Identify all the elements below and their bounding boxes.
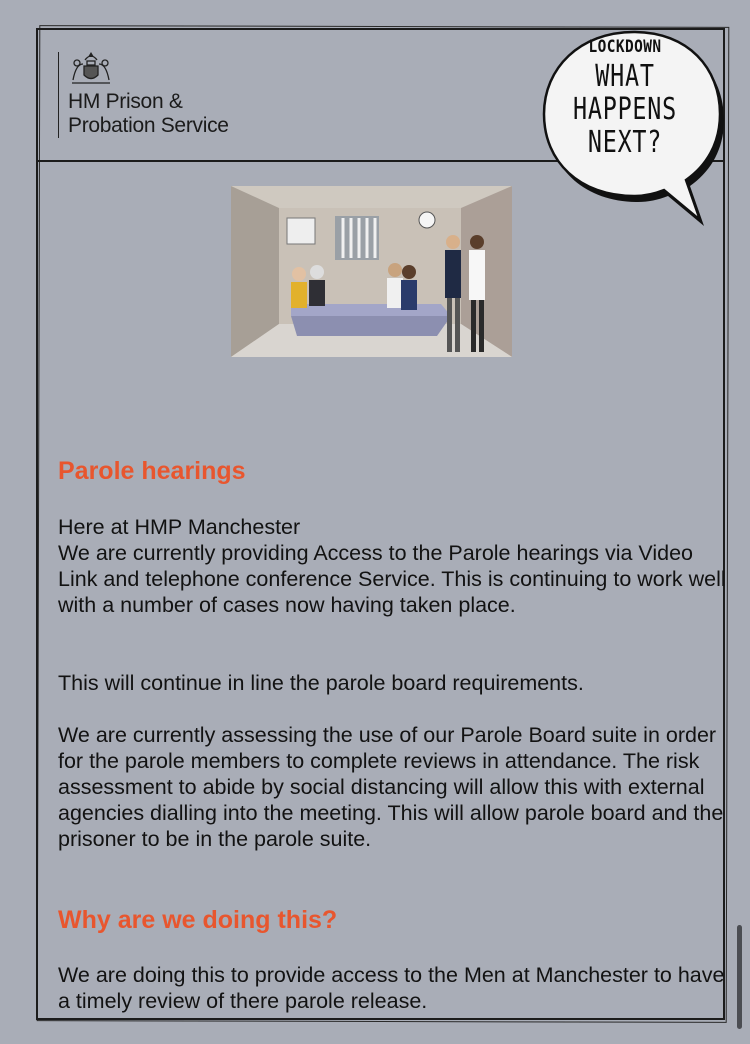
paragraph-access: Here at HMP Manchester We are currently providing Access to the Parole hearings via Video Link and telephone conference Service. This is continuing to work well with a number of cases now having taken place. xyxy=(58,515,726,617)
lockdown-badge xyxy=(540,34,710,159)
logo-rule xyxy=(58,52,59,138)
org-line-1: HM Prison & xyxy=(68,90,183,113)
paragraph-continue: This will continue in line the parole board requirements. xyxy=(58,671,584,695)
badge-line-3: HAPPENS xyxy=(572,92,678,127)
section-heading-parole: Parole hearings xyxy=(58,457,246,485)
parole-meeting-illustration xyxy=(231,186,512,357)
paragraph-suite: We are currently assessing the use of our Parole Board suite in order for the parole members to complete reviews in attendance. The risk assessment to abide by social distancing will allow this with external agencies dialling into the meeting. This will allow parole board and the prisoner to be in the parole suite. xyxy=(58,723,724,851)
badge-line-1: LOCKDOWN xyxy=(588,37,662,57)
paragraph-why: We are doing this to provide access to the Men at Manchester to have a timely review of there parole release. xyxy=(58,963,725,1013)
badge-line-4: NEXT? xyxy=(587,125,663,160)
organisation-name xyxy=(68,90,229,138)
royal-crest-icon xyxy=(68,50,114,86)
section-heading-why: Why are we doing this? xyxy=(58,906,338,934)
org-line-2: Probation Service xyxy=(68,114,229,137)
scrollbar-thumb[interactable] xyxy=(737,925,742,1029)
badge-line-2: WHAT xyxy=(595,59,655,94)
